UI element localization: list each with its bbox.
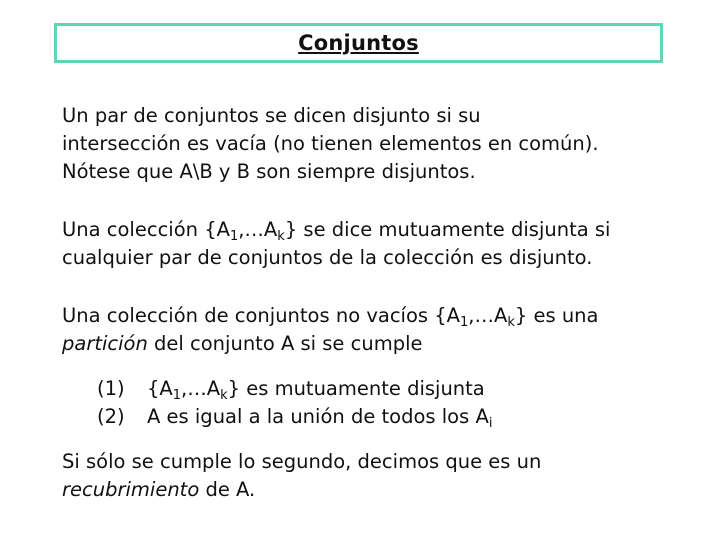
subscript: k (277, 229, 285, 244)
subscript: i (488, 416, 493, 431)
text-segment: de A. (199, 478, 256, 501)
conditions-list (97, 375, 492, 431)
subscript: k (507, 315, 515, 330)
title-box (54, 23, 663, 63)
subscript: k (220, 388, 228, 403)
condition-number: (1) (97, 377, 125, 400)
emphasis-term: recubrimiento (62, 478, 200, 501)
text-segment: {A (147, 377, 173, 400)
subscript: 1 (172, 388, 182, 403)
condition-item (97, 403, 492, 431)
text-segment: ,…A (468, 304, 508, 327)
text-segment: A es igual a la unión de todos los A (147, 405, 489, 428)
text-segment: del conjunto A si se cumple (147, 332, 423, 355)
paragraph-covering (62, 448, 702, 504)
paragraph-partition (62, 302, 702, 358)
subscript: 1 (229, 229, 239, 244)
text-line: Un par de conjuntos se dicen disjunto si su (62, 104, 481, 127)
text-segment: ,…A (181, 377, 221, 400)
text-line: cualquier par de conjuntos de la colección es disjunto. (62, 246, 593, 269)
text-segment: } se dice mutuamente disjunta si (284, 218, 611, 241)
text-line: intersección es vacía (no tienen elementos en común). (62, 132, 599, 155)
text-segment: ,…A (238, 218, 278, 241)
emphasis-term: partición (62, 332, 148, 355)
text-segment: Una colección de conjuntos no vacíos {A (62, 304, 460, 327)
page-title: Conjuntos (298, 31, 419, 55)
paragraph-mutually-disjoint (62, 216, 702, 272)
paragraph-disjoint-definition (62, 102, 702, 186)
condition-item (97, 375, 492, 403)
text-segment: Una colección {A (62, 218, 230, 241)
text-line: Si sólo se cumple lo segundo, decimos que es un (62, 450, 542, 473)
condition-number: (2) (97, 405, 125, 428)
text-segment: } es mutuamente disjunta (227, 377, 485, 400)
text-segment: } es una (514, 304, 599, 327)
subscript: 1 (460, 315, 469, 330)
text-line: Nótese que A\B y B son siempre disjuntos. (62, 160, 476, 183)
